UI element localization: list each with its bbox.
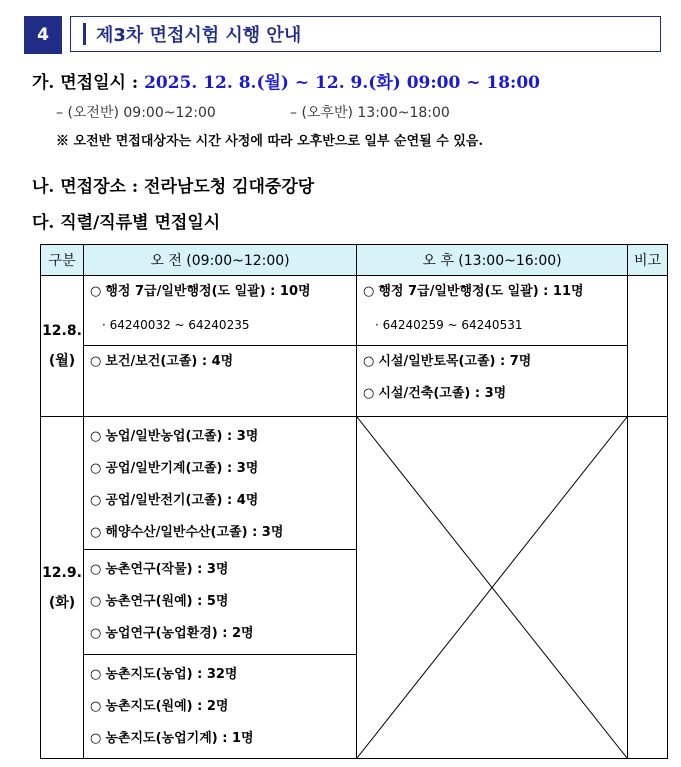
circle-bullet-icon: ○ <box>90 562 102 577</box>
interview-date-label: 가. 면접일시 : <box>32 73 145 93</box>
circle-bullet-icon: ○ <box>90 699 102 714</box>
list-item: ○ 행정 7급/일반행정(도 일괄) : 11명 <box>363 284 584 299</box>
header-afternoon: 오 후 (13:00~16:00) <box>357 245 628 276</box>
header-morning: 오 전 (09:00~12:00) <box>84 245 357 276</box>
circle-bullet-icon: ○ <box>90 461 102 476</box>
list-item: ○ 농촌지도(원예) : 2명 <box>90 699 229 714</box>
applicant-number-range: · 64240259 ~ 64240531 <box>375 318 523 332</box>
circle-bullet-icon: ○ <box>90 354 102 369</box>
list-item: ○ 농촌연구(원예) : 5명 <box>90 594 229 609</box>
table-row <box>41 276 668 346</box>
circle-bullet-icon: ○ <box>90 626 102 641</box>
day1-pm-block2 <box>357 346 628 417</box>
list-item: ○ 농업연구(농업환경) : 2명 <box>90 626 254 641</box>
list-item: ○ 해양수산/일반수산(고졸) : 3명 <box>90 525 284 540</box>
list-item: ○ 농촌지도(농업) : 32명 <box>90 667 238 682</box>
circle-bullet-icon: ○ <box>363 386 375 401</box>
section-title-box <box>70 16 661 52</box>
afternoon-session-time: – (오후반) 13:00~18:00 <box>290 105 450 121</box>
table-row <box>41 417 668 550</box>
circle-bullet-icon: ○ <box>90 667 102 682</box>
circle-bullet-icon: ○ <box>90 731 102 746</box>
weekday-text: (화) <box>48 594 76 611</box>
interview-date-value: 2025. 12. 8.(월) ~ 12. 9.(화) 09:00 ~ 18:00 <box>144 73 540 93</box>
interview-date-line <box>32 68 540 93</box>
table-row <box>41 346 668 417</box>
interview-location-line: 나. 면접장소 : 전라남도청 김대중강당 <box>32 177 315 197</box>
day1-remarks-cell <box>628 276 668 417</box>
list-item: ○ 공업/일반전기(고졸) : 4명 <box>90 493 259 508</box>
list-item: ○ 농촌지도(농업기계) : 1명 <box>90 731 254 746</box>
date-cell-dec8 <box>41 276 84 417</box>
day2-am-block3 <box>84 655 357 759</box>
circle-bullet-icon: ○ <box>90 284 102 299</box>
header-category: 구분 <box>41 245 84 276</box>
day2-am-block2 <box>84 550 357 655</box>
list-item: ○ 공업/일반기계(고졸) : 3명 <box>90 461 259 476</box>
day2-am-block1 <box>84 417 357 550</box>
circle-bullet-icon: ○ <box>90 493 102 508</box>
section-header <box>24 16 663 54</box>
postpone-note: ※ 오전반 면접대상자는 시간 사정에 따라 오후반으로 일부 순연될 수 있음. <box>56 134 483 149</box>
circle-bullet-icon: ○ <box>90 594 102 609</box>
schedule-section-title: 다. 직렬/직류별 면접일시 <box>32 213 221 233</box>
section-title: 제3차 면접시험 시행 안내 <box>96 25 302 46</box>
day2-remarks-cell <box>628 417 668 759</box>
weekday-text: (월) <box>48 353 76 369</box>
title-accent-bar <box>83 23 86 45</box>
day1-pm-block1 <box>357 276 628 346</box>
list-item: ○ 시설/건축(고졸) : 3명 <box>363 386 507 401</box>
circle-bullet-icon: ○ <box>90 429 102 444</box>
day1-am-block2 <box>84 346 357 417</box>
applicant-number-range: · 64240032 ~ 64240235 <box>102 318 250 332</box>
circle-bullet-icon: ○ <box>90 525 102 540</box>
list-item: ○ 농촌연구(작물) : 3명 <box>90 562 229 577</box>
circle-bullet-icon: ○ <box>363 284 375 299</box>
schedule-table <box>40 244 668 759</box>
day2-pm-empty-crossed-cell <box>357 417 628 759</box>
circle-bullet-icon: ○ <box>363 354 375 369</box>
date-text: 12.8. <box>42 323 82 339</box>
morning-session-time: – (오전반) 09:00~12:00 <box>56 105 216 121</box>
list-item: ○ 행정 7급/일반행정(도 일괄) : 10명 <box>90 284 311 299</box>
section-number-badge: 4 <box>24 16 62 54</box>
list-item: ○ 보건/보건(고졸) : 4명 <box>90 354 234 369</box>
cross-out-mark-icon <box>357 417 627 758</box>
date-text: 12.9. <box>42 564 82 581</box>
table-header-row <box>41 245 668 276</box>
list-item: ○ 시설/일반토목(고졸) : 7명 <box>363 354 532 369</box>
date-cell-dec9 <box>41 417 84 759</box>
header-remarks: 비고 <box>628 245 668 276</box>
day1-am-block1 <box>84 276 357 346</box>
list-item: ○ 농업/일반농업(고졸) : 3명 <box>90 429 259 444</box>
